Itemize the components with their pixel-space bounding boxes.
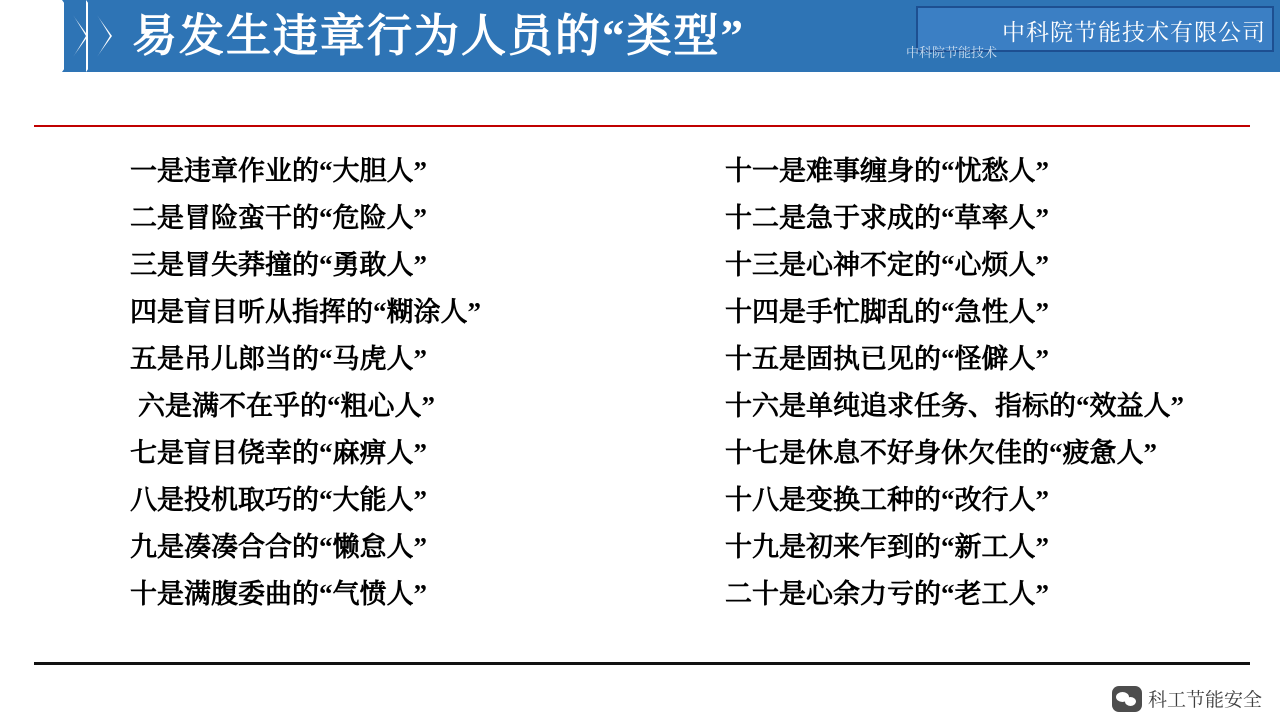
divider-bottom bbox=[34, 662, 1250, 665]
list-item: 四是盲目听从指挥的“糊涂人” bbox=[130, 297, 481, 327]
list-item: 六是满不在乎的“粗心人” bbox=[138, 391, 435, 421]
chevron-inner-fill bbox=[64, 0, 86, 72]
list-item: 十一是难事缠身的“忧愁人” bbox=[725, 156, 1049, 186]
list-item: 三是冒失莽撞的“勇敢人” bbox=[130, 250, 427, 280]
page-title: 易发生违章行为人员的“类型” bbox=[132, 11, 746, 61]
footer-watermark-label: 科工节能安全 bbox=[1147, 690, 1262, 711]
list-item: 十七是休息不好身休欠佳的“疲惫人” bbox=[725, 438, 1157, 468]
company-watermark-subtext: 中科院节能技术 bbox=[906, 45, 998, 60]
header-left-white-block bbox=[0, 0, 62, 72]
right-column bbox=[640, 148, 1280, 648]
wechat-icon bbox=[1112, 686, 1142, 712]
list-item: 十二是急于求成的“草率人” bbox=[725, 203, 1049, 233]
company-watermark-label: 中科院节能技术有限公司 bbox=[1002, 19, 1266, 45]
list-item: 二十是心余力亏的“老工人” bbox=[725, 579, 1049, 609]
list-item: 五是吊儿郎当的“马虎人” bbox=[130, 344, 427, 374]
list-item: 十九是初来乍到的“新工人” bbox=[725, 532, 1049, 562]
list-item: 十六是单纯追求任务、指标的“效益人” bbox=[725, 391, 1184, 421]
slide-body bbox=[0, 148, 1280, 648]
list-item: 一是违章作业的“大胆人” bbox=[130, 156, 427, 186]
list-item: 七是盲目侥幸的“麻痹人” bbox=[130, 438, 427, 468]
list-item: 十四是手忙脚乱的“急性人” bbox=[725, 297, 1049, 327]
footer-watermark bbox=[1112, 685, 1262, 712]
list-item: 十三是心神不定的“心烦人” bbox=[725, 250, 1049, 280]
list-item: 九是凑凑合合的“懒怠人” bbox=[130, 532, 427, 562]
list-item: 八是投机取巧的“大能人” bbox=[130, 485, 427, 515]
list-item: 十五是固执已见的“怪僻人” bbox=[725, 344, 1049, 374]
list-item: 十是满腹委曲的“气愤人” bbox=[130, 579, 427, 609]
chevron-inner-fill bbox=[88, 0, 110, 72]
list-item: 二是冒险蛮干的“危险人” bbox=[130, 203, 427, 233]
divider-top bbox=[34, 125, 1250, 127]
left-column bbox=[0, 148, 640, 648]
list-item: 十八是变换工种的“改行人” bbox=[725, 485, 1049, 515]
